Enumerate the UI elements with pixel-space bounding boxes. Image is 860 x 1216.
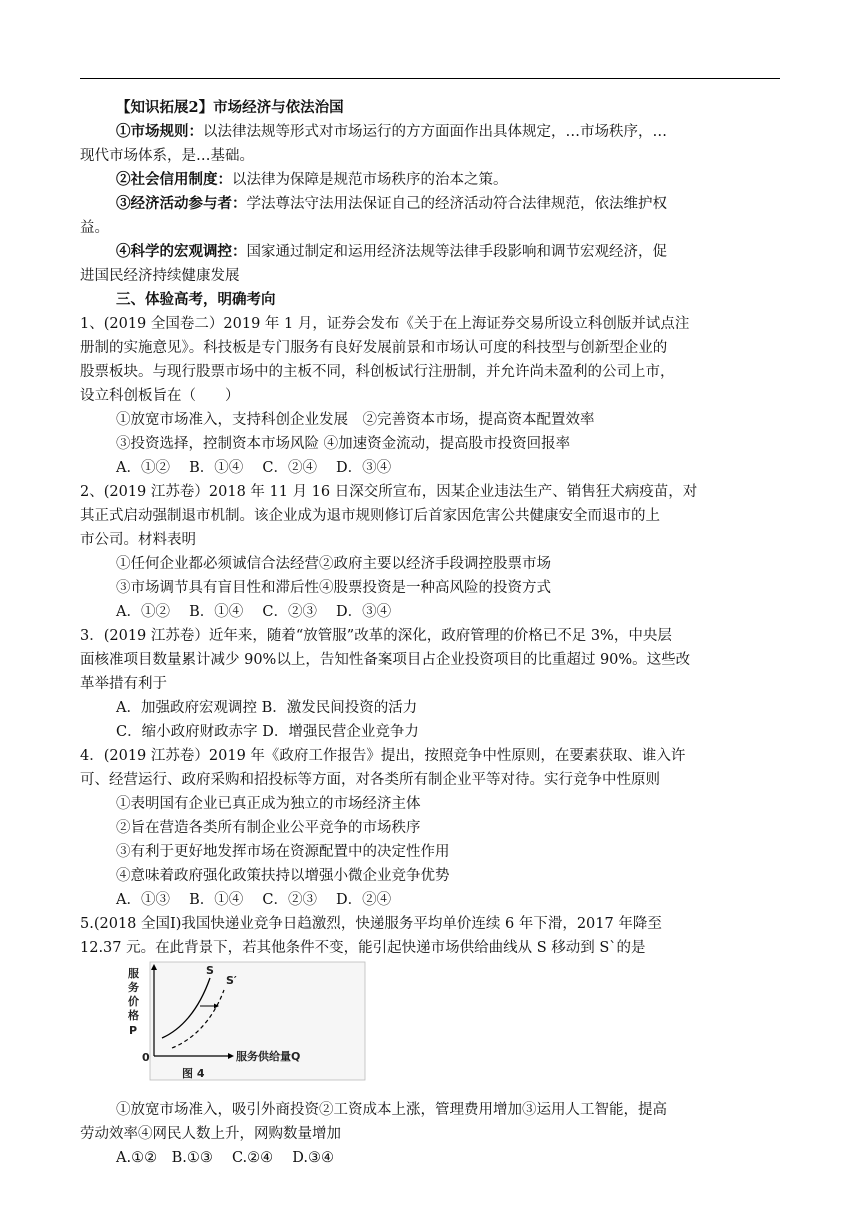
q2-answers: A．①② B．①④ C．②③ D．③④ [116, 604, 392, 620]
ext-point-3-text: 学法尊法守法用法保证自己的经济活动符合法律规范，依法维护权 [246, 196, 667, 212]
ext-point-1 [80, 120, 780, 144]
ext-point-1-text: 以法律法规等形式对市场运行的方方面面作出具体规定，…市场秩序，… [203, 124, 667, 140]
ext-point-3 [80, 192, 780, 216]
extension-heading: 【知识拓展2】市场经济与依法治国 [116, 99, 344, 116]
q1-line-4: 设立科创板旨在（ ） [80, 388, 240, 404]
supply-curve-figure [120, 960, 380, 1098]
y-label-4: 格 [128, 1009, 139, 1022]
q2-options-1: ①任何企业都必须诚信合法经营②政府主要以经济手段调控股票市场 [116, 556, 551, 572]
ext-point-2-label: ②社会信用制度： [116, 171, 232, 188]
curve-s-label: S [206, 964, 214, 977]
ext-point-3-label: ③经济活动参与者： [116, 195, 247, 212]
q1-options-1: ①放宽市场准入，支持科创企业发展 ②完善资本市场，提高资本配置效率 [116, 412, 595, 428]
q4-line-1: 4．(2019 江苏卷）2019 年《政府工作报告》提出，按照竞争中性原则，在要素获取、谁入许 [80, 748, 686, 764]
q3-options-2: C．缩小政府财政赤字 D．增强民营企业竞争力 [116, 724, 419, 740]
q3-line-1: 3．(2019 江苏卷）近年来，随着“放管服”改革的深化，政府管理的价格已不足 3%，中央层 [80, 628, 672, 644]
q5-line-2: 12.37 元。在此背景下，若其他条件不变，能引起快递市场供给曲线从 S 移动到 S`的是 [80, 940, 646, 956]
ext-point-4-label: ④科学的宏观调控： [116, 243, 247, 260]
q3-options-1: A．加强政府宏观调控 B．激发民间投资的活力 [116, 700, 418, 716]
q4-option-2: ②旨在营造各类所有制企业公平竞争的市场秩序 [116, 820, 421, 836]
origin-label: 0 [142, 1051, 150, 1064]
q3-line-2: 面核准项目数量累计减少 90%以上，告知性备案项目占企业投资项目的比重超过 90%。这些改 [80, 652, 691, 668]
q5-answers: A.①② B.①③ C.②④ D.③④ [116, 1150, 334, 1166]
y-label-5: P [129, 1024, 138, 1037]
y-label-3: 价 [128, 995, 139, 1008]
q2-line-2: 其正式启动强制退市机制。该企业成为退市规则修订后首家因危害公共健康安全而退市的上 [80, 508, 660, 524]
supply-curve-graph [120, 960, 380, 1098]
ext-point-3-cont: 益。 [80, 220, 109, 236]
figure-caption: 图 4 [182, 1067, 205, 1080]
section-heading: 三、体验高考，明确考向 [116, 291, 276, 308]
q1-answers: A．①② B．①④ C．②④ D．③④ [116, 460, 392, 476]
q3-line-3: 革举措有利于 [80, 676, 167, 692]
y-label-1: 服 [128, 967, 139, 980]
q4-option-1: ①表明国有企业已真正成为独立的市场经济主体 [116, 796, 421, 812]
curve-s-prime-label: S′ [226, 974, 237, 987]
q5-options-2: 劳动效率④网民人数上升，网购数量增加 [80, 1126, 341, 1142]
q1-options-2: ③投资选择，控制资本市场风险 ④加速资金流动，提高股市投资回报率 [116, 436, 571, 452]
q4-line-2: 可、经营运行、政府采购和招投标等方面，对各类所有制企业平等对待。实行竞争中性原则 [80, 772, 660, 788]
q4-option-3: ③有利于更好地发挥市场在资源配置中的决定性作用 [116, 844, 450, 860]
ext-point-1-label: ①市场规则： [116, 123, 203, 140]
q1-line-2: 册制的实施意见》。科技板是专门服务有良好发展前景和市场认可度的科技型与创新型企业的 [80, 340, 668, 356]
ext-point-2-text: 以法律为保障是规范市场秩序的治本之策。 [232, 172, 508, 188]
q2-line-3: 市公司。材料表明 [80, 532, 196, 548]
ext-point-4 [80, 240, 780, 264]
q2-line-1: 2、(2019 江苏卷）2018 年 11 月 16 日深交所宣布，因某企业违法生产、销售狂犬病疫苗，对 [80, 484, 698, 500]
q4-option-4: ④意味着政府强化政策扶持以增强小微企业竞争优势 [116, 868, 450, 884]
q2-options-2: ③市场调节具有盲目性和滞后性④股票投资是一种高风险的投资方式 [116, 580, 551, 596]
y-label-2: 务 [128, 981, 139, 994]
ext-point-4-cont: 进国民经济持续健康发展 [80, 268, 240, 284]
header-rule [80, 78, 780, 79]
q1-line-3: 股票板块。与现行股票市场中的主板不同，科创板试行注册制，并允许尚未盈利的公司上市， [80, 364, 675, 380]
x-axis-label: 服务供给量Q [236, 1050, 301, 1063]
q5-line-1: 5.(2018 全国Ⅰ)我国快递业竞争日趋激烈，快递服务平均单价连续 6 年下滑，2017 年降至 [80, 916, 662, 932]
ext-point-4-text: 国家通过制定和运用经济法规等法律手段影响和调节宏观经济，促 [246, 244, 667, 260]
ext-point-1-cont: 现代市场体系，是…基础。 [80, 148, 254, 164]
q5-options-1: ①放宽市场准入，吸引外商投资②工资成本上涨，管理费用增加③运用人工智能，提高 [116, 1102, 667, 1118]
document-body [80, 96, 780, 1170]
ext-point-2 [80, 168, 780, 192]
q4-answers: A．①③ B．①④ C．②③ D．②④ [116, 892, 392, 908]
q1-line-1: 1、(2019 全国卷二）2019 年 1 月，证券会发布《关于在上海证券交易所设立科创版并试点注 [80, 316, 690, 332]
